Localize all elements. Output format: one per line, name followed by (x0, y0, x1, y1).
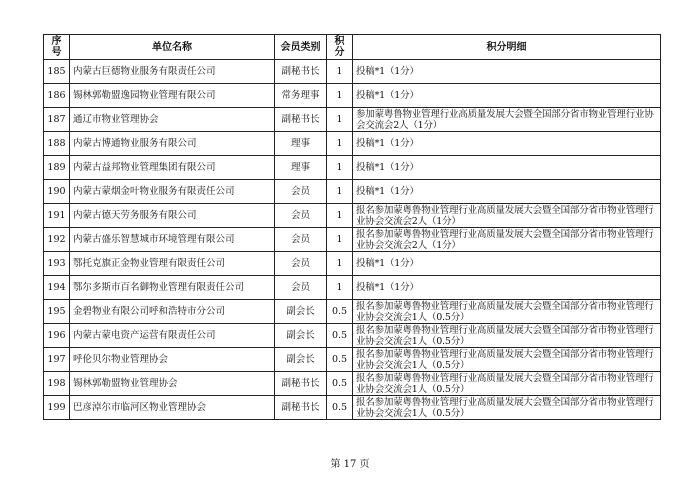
table-row (44, 60, 661, 84)
row-number: 188 (44, 132, 70, 156)
points: 1 (327, 276, 353, 300)
points-detail: 投稿*1（1分） (353, 276, 661, 300)
row-number: 195 (44, 300, 70, 324)
unit-name: 呼伦贝尔物业管理协会 (70, 348, 275, 372)
unit-name: 巴彦淖尔市临河区物业管理协会 (70, 396, 275, 420)
points: 0.5 (327, 372, 353, 396)
points-detail: 报名参加蒙粤鲁物业管理行业高质量发展大会暨全国部分省市物业管理行业协会交流会1人（0.5分） (353, 396, 661, 420)
row-number: 187 (44, 108, 70, 132)
unit-name: 通辽市物业管理协会 (70, 108, 275, 132)
unit-name: 锡林郭勒盟逸园物业管理有限公司 (70, 84, 275, 108)
points-detail: 投稿*1（1分） (353, 252, 661, 276)
table-row (44, 204, 661, 228)
member-type: 理事 (275, 132, 327, 156)
points-detail: 投稿*1（1分） (353, 132, 661, 156)
member-type: 理事 (275, 156, 327, 180)
member-type: 会员 (275, 204, 327, 228)
table-row (44, 396, 661, 420)
points-detail: 报名参加蒙粤鲁物业管理行业高质量发展大会暨全国部分省市物业管理行业协会交流会1人（0.5分） (353, 300, 661, 324)
table-row (44, 324, 661, 348)
points-detail: 投稿*1（1分） (353, 180, 661, 204)
points: 1 (327, 180, 353, 204)
row-number: 193 (44, 252, 70, 276)
table-row (44, 108, 661, 132)
points: 1 (327, 204, 353, 228)
row-number: 185 (44, 60, 70, 84)
points: 0.5 (327, 348, 353, 372)
unit-name: 锡林郭勒盟物业管理协会 (70, 372, 275, 396)
member-type: 副会长 (275, 348, 327, 372)
points: 0.5 (327, 300, 353, 324)
table-row (44, 228, 661, 252)
table-body (44, 60, 661, 420)
row-number: 186 (44, 84, 70, 108)
table-row (44, 132, 661, 156)
member-type: 常务理事 (275, 84, 327, 108)
member-type: 副会长 (275, 324, 327, 348)
member-type: 会员 (275, 180, 327, 204)
row-number: 199 (44, 396, 70, 420)
member-type: 副秘书长 (275, 60, 327, 84)
unit-name: 鄂尔多斯市百名御物业管理有限责任公司 (70, 276, 275, 300)
row-number: 190 (44, 180, 70, 204)
points: 0.5 (327, 324, 353, 348)
row-number: 198 (44, 372, 70, 396)
unit-name: 内蒙古蒙烟金叶物业服务有限责任公司 (70, 180, 275, 204)
unit-name: 内蒙古益邦物业管理集团有限公司 (70, 156, 275, 180)
row-number: 196 (44, 324, 70, 348)
points: 1 (327, 252, 353, 276)
table-row (44, 252, 661, 276)
member-type: 副秘书长 (275, 372, 327, 396)
table-row (44, 84, 661, 108)
points-detail: 投稿*1（1分） (353, 156, 661, 180)
unit-name: 内蒙古蒙电资产运营有限责任公司 (70, 324, 275, 348)
member-type: 会员 (275, 252, 327, 276)
points-detail: 投稿*1（1分） (353, 84, 661, 108)
points-detail: 报名参加蒙粤鲁物业管理行业高质量发展大会暨全国部分省市物业管理行业协会交流会2人（1分） (353, 204, 661, 228)
table-row (44, 372, 661, 396)
table-header-row (44, 35, 661, 60)
table-row (44, 348, 661, 372)
row-number: 189 (44, 156, 70, 180)
points: 1 (327, 156, 353, 180)
header-detail: 积分明细 (353, 35, 661, 60)
header-member-type: 会员类别 (275, 35, 327, 60)
member-type: 会员 (275, 276, 327, 300)
points: 1 (327, 84, 353, 108)
table-row (44, 156, 661, 180)
points: 1 (327, 132, 353, 156)
member-type: 副会长 (275, 300, 327, 324)
points-detail: 报名参加蒙粤鲁物业管理行业高质量发展大会暨全国部分省市物业管理行业协会交流会1人（0.5分） (353, 372, 661, 396)
member-type: 会员 (275, 228, 327, 252)
table-row (44, 300, 661, 324)
row-number: 194 (44, 276, 70, 300)
points-detail: 参加蒙粤鲁物业管理行业高质量发展大会暨全国部分省市物业管理行业协会交流会2人（1分） (353, 108, 661, 132)
member-type: 副秘书长 (275, 396, 327, 420)
points: 1 (327, 60, 353, 84)
points-detail: 报名参加蒙粤鲁物业管理行业高质量发展大会暨全国部分省市物业管理行业协会交流会1人（0.5分） (353, 324, 661, 348)
unit-name: 鄂托克旗正金物业管理有限责任公司 (70, 252, 275, 276)
page-number: 第 17 页 (330, 459, 370, 470)
header-no: 序号 (44, 35, 70, 60)
table-row (44, 276, 661, 300)
unit-name: 金碧物业有限公司呼和浩特市分公司 (70, 300, 275, 324)
unit-name: 内蒙古博通物业服务有限公司 (70, 132, 275, 156)
table-row (44, 180, 661, 204)
row-number: 192 (44, 228, 70, 252)
points-detail: 报名参加蒙粤鲁物业管理行业高质量发展大会暨全国部分省市物业管理行业协会交流会1人（0.5分） (353, 348, 661, 372)
points: 0.5 (327, 396, 353, 420)
points: 1 (327, 228, 353, 252)
row-number: 197 (44, 348, 70, 372)
unit-name: 内蒙古盛乐智慧城市环境管理有限公司 (70, 228, 275, 252)
points-detail: 报名参加蒙粤鲁物业管理行业高质量发展大会暨全国部分省市物业管理行业协会交流会2人（1分） (353, 228, 661, 252)
header-points: 积分 (327, 35, 353, 60)
points: 1 (327, 108, 353, 132)
unit-name: 内蒙古巨德物业服务有限责任公司 (70, 60, 275, 84)
row-number: 191 (44, 204, 70, 228)
unit-name: 内蒙古德天劳务服务有限公司 (70, 204, 275, 228)
header-unit: 单位名称 (70, 35, 275, 60)
points-detail: 投稿*1（1分） (353, 60, 661, 84)
member-type: 副秘书长 (275, 108, 327, 132)
points-table (43, 34, 661, 420)
